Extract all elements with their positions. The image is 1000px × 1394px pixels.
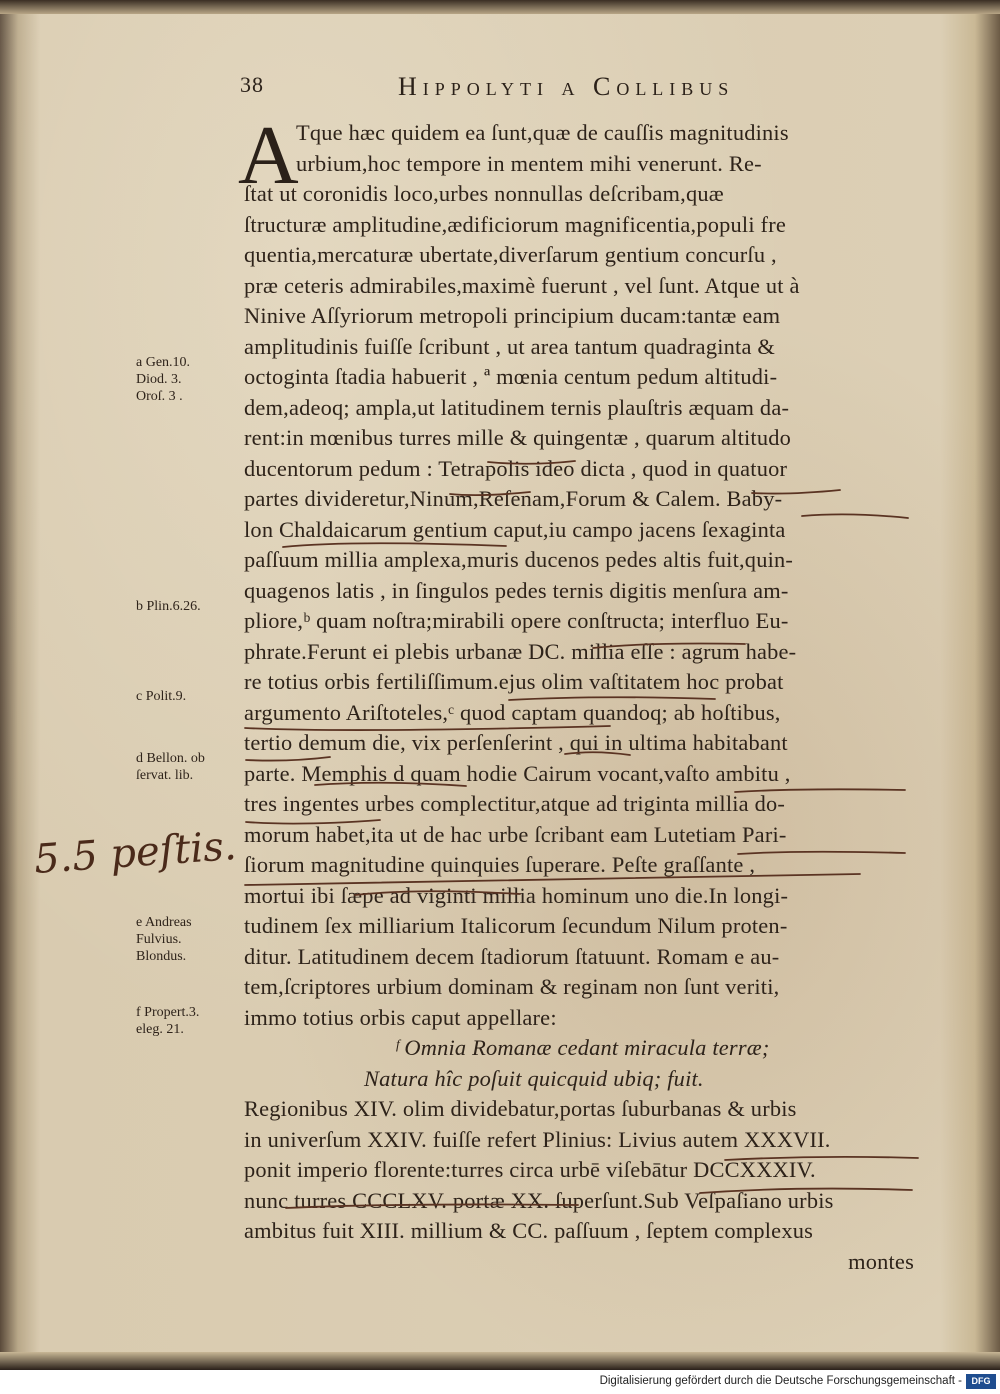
text-line: in univerſum XXIV. fuiſſe refert Plinius: Livius autem XXXVII. [244, 1126, 831, 1152]
footer-bar [0, 1370, 1000, 1394]
text-line: tem,ſcriptores urbium dominam & reginam non ſunt veriti, [244, 974, 780, 999]
text-line: amplitudinis fuiſſe ſcribunt , ut area tantum quadraginta & [244, 333, 776, 359]
digitization-credit: Digitalisierung gefördert durch die Deutsche Forschungsgemeinschaft - [599, 1375, 962, 1387]
page-number: 38 [240, 72, 264, 97]
text-line: nunc turres CCCLXV. portæ XX. ſuperſunt.Sub Veſpaſiano urbis [244, 1187, 834, 1213]
text-line: tertio demum die, vix perſenſerint , qui in ultima habitabant [244, 730, 788, 755]
text-line: Tque hæc quidem ea ſunt,quæ de cauſſis magnitudinis [296, 120, 789, 145]
text-line: ducentorum pedum : Tetrapolis ideo dicta , quod in quatuor [244, 455, 788, 481]
page-top-edge [0, 0, 1000, 14]
text-line: rent:in mœnibus turres mille & quingentæ , quarum altitudo [244, 425, 792, 450]
text-line: phrate.Ferunt ei plebis urbanæ DC. millia eſſe : agrum habe- [244, 638, 797, 664]
text-line: parte. Memphis d quam hodie Cairum vocant,vaſto ambitu , [244, 760, 791, 786]
handwritten-annotation: 5.5 peſtis. [32, 822, 238, 884]
text-line: præ ceteris admirabiles,maximè fuerunt , vel ſunt. Atque ut à [244, 272, 800, 298]
text-line: quagenos latis , in ſingulos pedes ternis digitis menſura am- [244, 577, 789, 603]
text-line: octoginta ſtadia habuerit , ª mœnia centum pedum altitudi- [244, 364, 778, 389]
text-line: ambitus fuit XIII. millium & CC. paſſuum , ſeptem complexus [244, 1218, 814, 1243]
text-line: tudinem ſex milliarium Italicorum ſecundum Nilum proten- [244, 913, 788, 938]
text-line: re totius orbis fertiliſſimum.ejus olim vaſtitatem hoc probat [244, 669, 784, 694]
text-line: immo totius orbis caput appellare: [244, 1004, 557, 1030]
page-header [240, 72, 920, 106]
text-line: quentia,mercaturæ ubertate,diverſarum gentium concurſu , [244, 242, 777, 267]
text-line: mortui ibi ſæpe ad viginti millia hominum uno die.In longi- [244, 882, 789, 908]
text-line: ponit imperio florente:turres circa urbē viſebātur DCCXXXIV. [244, 1157, 816, 1182]
text-line: Ninive Aſſyriorum metropoli principium ducam:tantæ eam [244, 303, 781, 328]
dfg-logo: DFG [966, 1374, 996, 1389]
text-line: morum habet,ita ut de hac urbe ſcribant eam Lutetiam Pari- [244, 821, 787, 847]
text-line: urbium,hoc tempore in mentem mihi venerunt. Re- [296, 150, 762, 176]
margin-note-d: d Bellon. ob ſervat. lib. [136, 751, 205, 783]
catchword: montes [848, 1248, 914, 1274]
text-line: argumento Ariſtoteles,ᶜ quod captam quandoq; ab hoſtibus, [244, 699, 781, 725]
text-line: dem,adeoq; ampla,ut latitudinem ternis plauſtris æquam da- [244, 394, 790, 420]
margin-note-e: e Andreas Fulvius. Blondus. [136, 915, 192, 964]
text-line: ſtat ut coronidis loco,urbes nonnullas deſcribam,quæ [244, 181, 724, 206]
margin-note-c: c Polit.9. [136, 689, 187, 704]
page-bottom-edge [0, 1352, 1000, 1370]
text-line: partes divideretur,Ninum,Reſenam,Forum & Calem. Baby- [244, 486, 783, 511]
verse-line: ᶠ Omnia Romanæ cedant miracula terræ; [394, 1035, 770, 1060]
text-line: ditur. Latitudinem decem ſtadiorum ſtatuunt. Romam e au- [244, 943, 780, 969]
margin-note-a: a Gen.10. Diod. 3. Oroſ. 3 . [136, 355, 191, 404]
running-head: Hippolyti a Collibus [398, 72, 735, 101]
drop-cap: A [238, 109, 299, 202]
margin-note-f: f Propert.3. eleg. 21. [136, 1005, 200, 1037]
text-line: lon Chaldaicarum gentium caput,iu campo jacens ſexaginta [244, 516, 786, 542]
text-line: ſiorum magnitudine quinquies ſuperare. Peſte graſſante , [244, 852, 756, 877]
text-line: tres ingentes urbes complectitur,atque ad triginta millia do- [244, 791, 786, 816]
verse-line: Natura hîc poſuit quicquid ubiq; fuit. [364, 1065, 704, 1091]
text-line: Regionibus XIV. olim dividebatur,portas ſuburbanas & urbis [244, 1096, 797, 1121]
text-line: paſſuum millia amplexa,muris ducenos pedes altis fuit,quin- [244, 547, 794, 572]
text-line: pliore,ᵇ quam noſtra;mirabili opere conſtructa; interfluo Eu- [244, 608, 789, 633]
main-text [238, 109, 920, 1277]
margin-note-b: b Plin.6.26. [136, 599, 201, 614]
text-line: ſtructuræ amplitudine,ædificiorum magnificentia,populi fre [244, 211, 786, 237]
